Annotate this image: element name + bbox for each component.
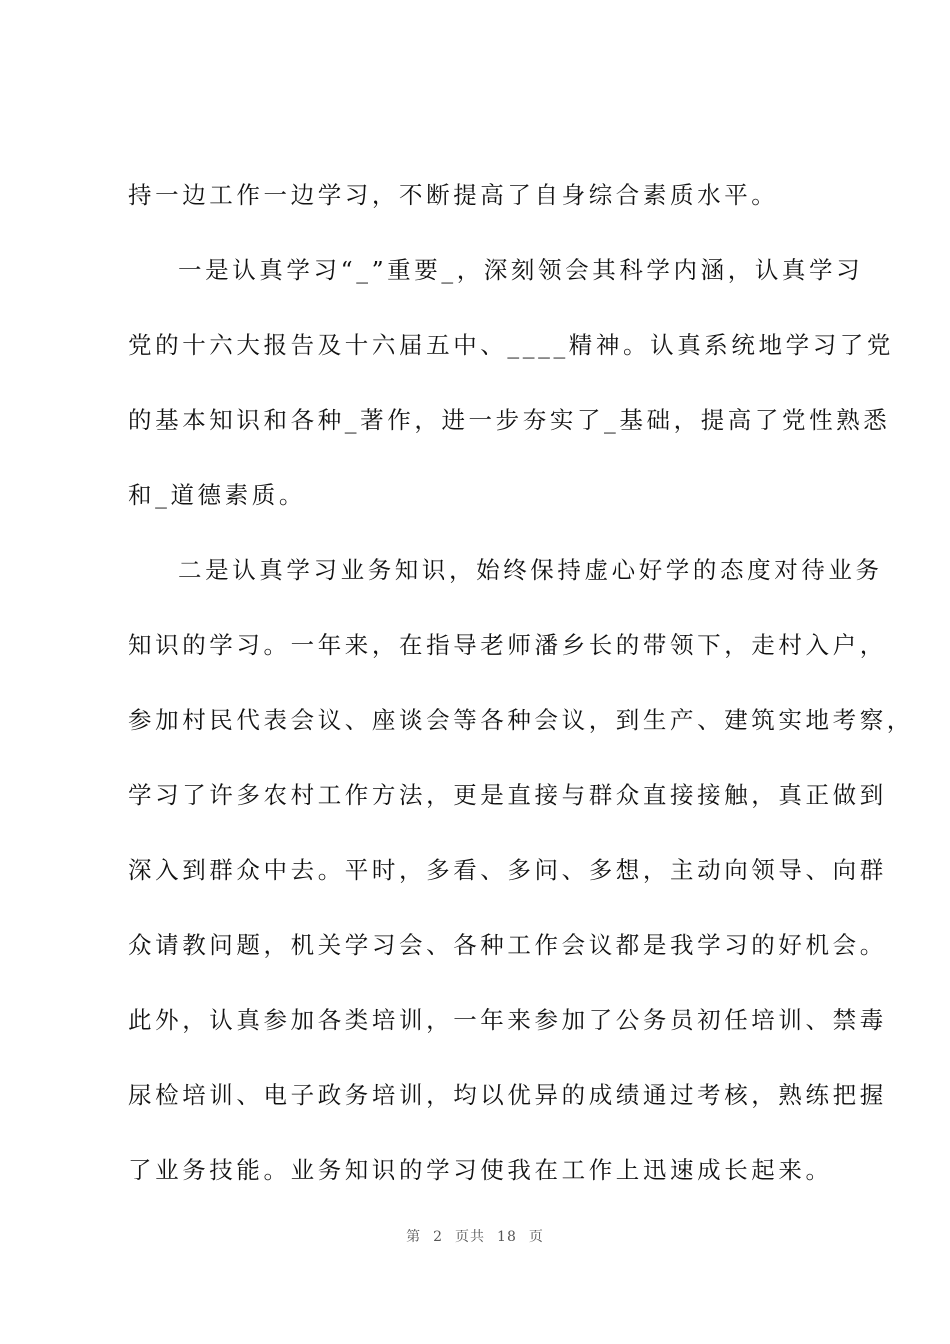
paragraph-2-line-4: 学习了许多农村工作方法，更是直接与群众直接接触，真正做到 (128, 781, 887, 809)
footer-suffix: 页 (528, 1229, 544, 1245)
paragraph-2-line-3: 参加村民代表会议、座谈会等各种会议，到生产、建筑实地考察， (128, 706, 914, 734)
paragraph-2-line-7: 此外，认真参加各类培训，一年来参加了公务员初任培训、禁毒 (128, 1006, 887, 1034)
paragraph-1-line-2: 党的十六大报告及十六届五中、____精神。认真系统地学习了党 (128, 331, 894, 359)
paragraph-1-line-3: 的基本知识和各种_著作，进一步夯实了_基础，提高了党性熟悉 (128, 406, 891, 434)
paragraph-1-line-4: 和_道德素质。 (128, 481, 306, 509)
footer-page-number: 2 (433, 1229, 444, 1245)
paragraph-2-line-6: 众请教问题，机关学习会、各种工作会议都是我学习的好机会。 (128, 931, 887, 959)
paragraph-2-line-1: 二是认真学习业务知识，始终保持虚心好学的态度对待业务 (178, 556, 883, 584)
footer-middle: 页共 (455, 1229, 486, 1245)
paragraph-2-line-8: 尿检培训、电子政务培训，均以优异的成绩通过考核，熟练把握 (128, 1081, 887, 1109)
text-line-1: 持一边工作一边学习，不断提高了自身综合素质水平。 (128, 181, 779, 209)
page-footer (0, 1226, 950, 1246)
paragraph-2-line-9: 了业务技能。业务知识的学习使我在工作上迅速成长起来。 (128, 1156, 833, 1184)
paragraph-2-line-2: 知识的学习。一年来，在指导老师潘乡长的带领下，走村入户， (128, 631, 887, 659)
paragraph-1-line-1: 一是认真学习“_”重要_，深刻领会其科学内涵，认真学习 (178, 256, 864, 284)
footer-prefix: 第 (406, 1229, 422, 1245)
footer-total-pages: 18 (497, 1229, 517, 1245)
paragraph-2-line-5: 深入到群众中去。平时，多看、多问、多想，主动向领导、向群 (128, 856, 887, 884)
